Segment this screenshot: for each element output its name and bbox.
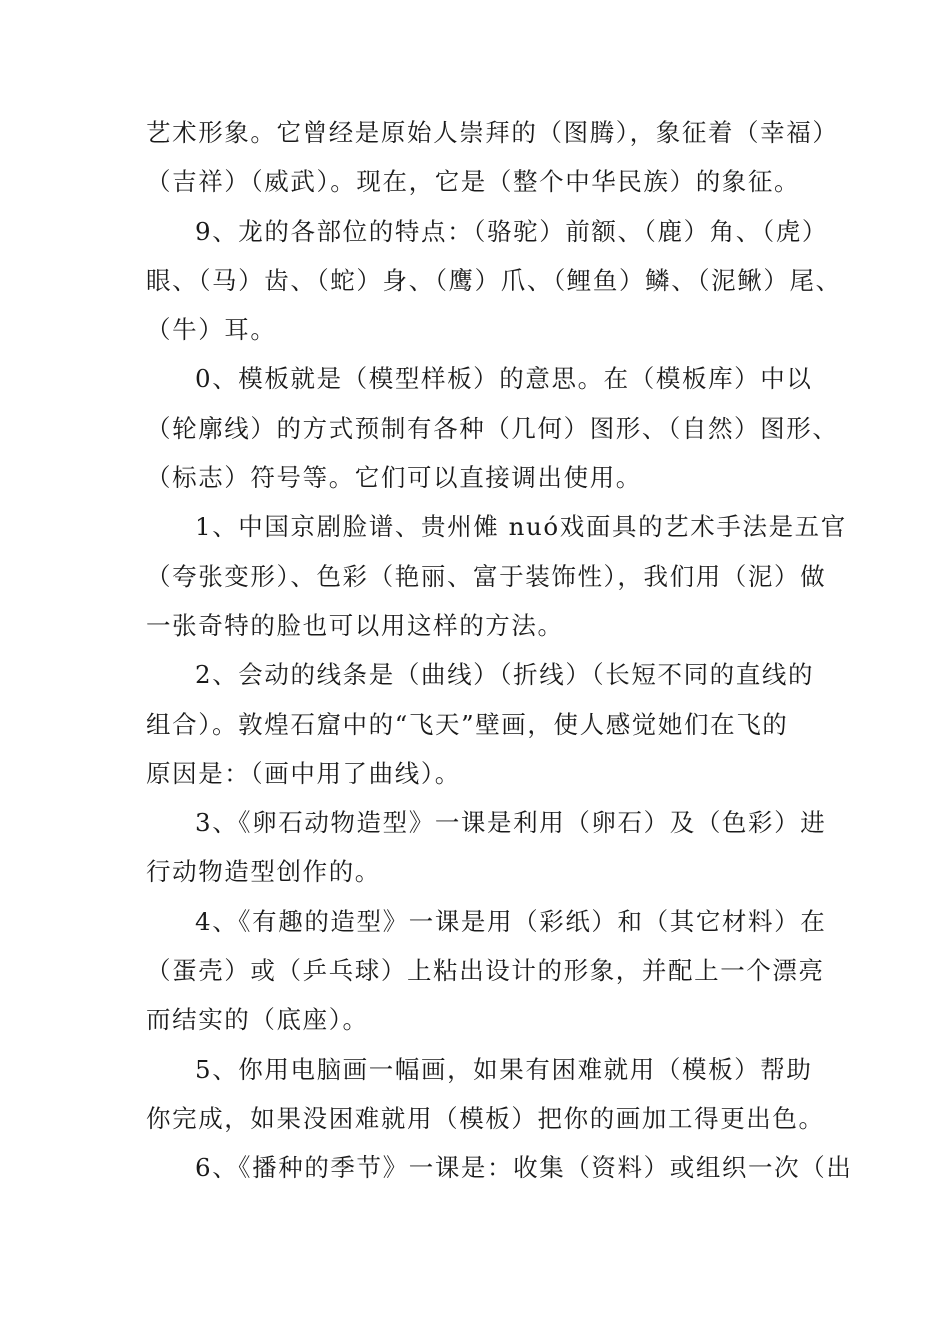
text-line: 组合）。敦煌石窟中的“飞天”壁画，使人感觉她们在飞的 — [146, 709, 789, 739]
text-line: （轮廓线）的方式预制有各种（几何）图形、（自然）图形、 — [146, 413, 839, 443]
text-line: （牛）耳。 — [146, 315, 277, 345]
text-line: （吉祥）（威武）。现在，它是（整个中华民族）的象征。 — [146, 167, 801, 197]
text-line: （蛋壳）或（乒乓球）上粘出设计的形象，并配上一个漂亮 — [146, 956, 825, 986]
text-line: 一张奇特的脸也可以用这样的方法。 — [146, 610, 564, 640]
text-line: （夸张变形）、色彩（艳丽、富于装饰性），我们用（泥）做 — [146, 561, 827, 591]
text-line: 行动物造型创作的。 — [146, 857, 381, 887]
text-line: （标志）符号等。它们可以直接调出使用。 — [146, 463, 642, 493]
text-line: 5、你用电脑画一幅画，如果有困难就用（模板）帮助 — [195, 1054, 813, 1084]
paragraph-item-1 — [146, 502, 847, 650]
document-body — [146, 108, 853, 1193]
text-line: 3、《卵石动物造型》一课是利用（卵石）及（色彩）进 — [195, 808, 827, 838]
text-line: 1、中国京剧脸谱、贵州傩 nuó戏面具的艺术手法是五官 — [195, 512, 847, 542]
text-line: 0、模板就是（模型样板）的意思。在（模板库）中以 — [195, 364, 813, 394]
text-line: 你完成，如果没困难就用（模板）把你的画加工得更出色。 — [146, 1103, 825, 1133]
text-line: 原因是：（画中用了曲线）。 — [146, 758, 461, 788]
paragraph-item-0 — [146, 354, 839, 502]
text-line: 眼、（马）齿、（蛇）身、（鹰）爪、（鲤鱼）鳞、（泥鳅）尾、 — [146, 265, 842, 295]
paragraph-item-2 — [146, 650, 816, 798]
text-line: 艺术形象。它曾经是原始人崇拜的（图腾），象征着（幸福） — [146, 118, 839, 147]
paragraph-item-3 — [146, 798, 827, 897]
text-line: 2、会动的线条是（曲线）（折线）（长短不同的直线的 — [195, 660, 815, 690]
paragraph-item-9 — [146, 207, 842, 355]
paragraph-item-5 — [146, 1045, 825, 1144]
text-line: 9、龙的各部位的特点：（骆驼）前额、（鹿）角、（虎） — [195, 216, 828, 246]
paragraph-item-4 — [146, 897, 827, 1045]
text-line: 6、《播种的季节》一课是：收集（资料）或组织一次（出 — [195, 1153, 853, 1183]
paragraph-item-6 — [146, 1143, 853, 1192]
text-line: 而结实的（底座）。 — [146, 1005, 369, 1035]
paragraph-dragon-symbol — [146, 108, 839, 207]
text-line: 4、《有趣的造型》一课是用（彩纸）和（其它材料）在 — [195, 906, 827, 936]
